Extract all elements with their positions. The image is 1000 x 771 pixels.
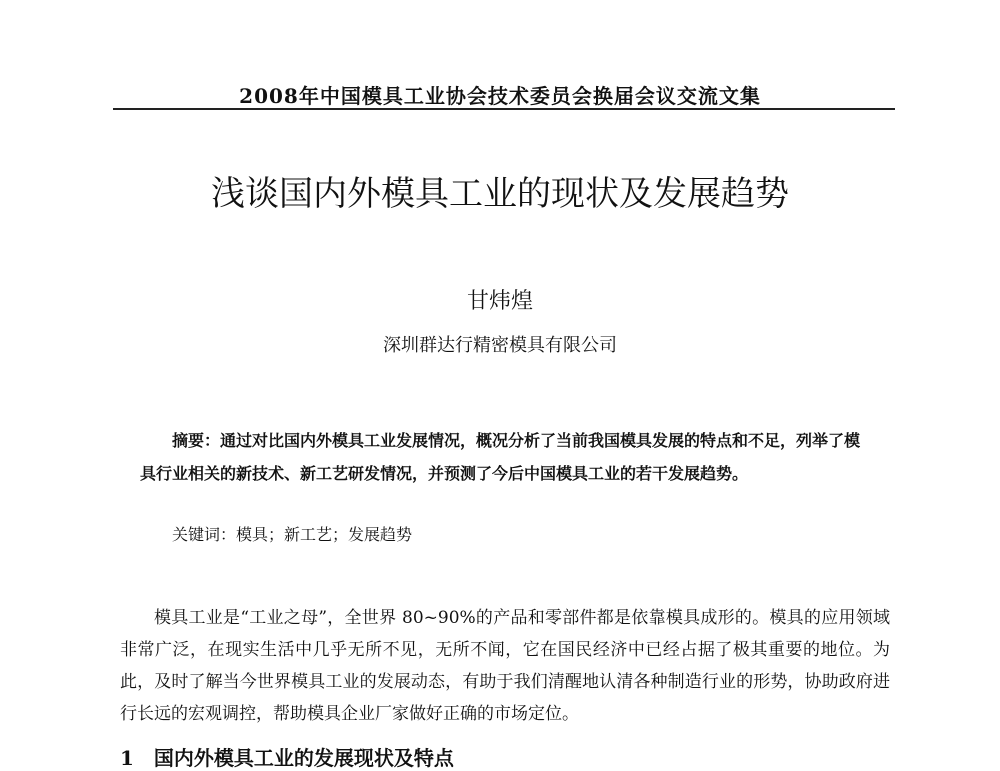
author-name: 甘炜煌 <box>466 289 533 314</box>
keywords: 关键词：模具；新工艺；发展趋势 <box>172 525 413 544</box>
running-header: 2008年中国模具工业协会技术委员会换届会议交流文集 <box>239 84 761 108</box>
header-rule <box>113 108 895 110</box>
author-affiliation: 深圳群达行精密模具有限公司 <box>383 335 617 356</box>
section-heading: 1 国内外模具工业的发展现状及特点 <box>120 746 454 770</box>
article-title: 浅谈国内外模具工业的现状及发展趋势 <box>211 174 789 214</box>
intro-paragraph: 模具工业是“工业之母”，全世界 80~90%的产品和零部件都是依靠模具成形的。模具的应用领域非常广泛，在现实生活中几乎无所不见，无所不闻，它在国民经济中已经占据了极其重要的地位。为此，及时了解当今世界模具工业的发展动态，有助于我们清醒地认清各种制造行业的形势，协助政府进行长远的宏观调控，帮助模具企业厂家做好正确的市场定位。 <box>120 608 890 724</box>
abstract: 摘要：通过对比国内外模具工业发展情况，概况分析了当前我国模具发展的特点和不足，列举了模具行业相关的新技术、新工艺研发情况，并预测了今后中国模具工业的若干发展趋势。 <box>140 431 861 483</box>
